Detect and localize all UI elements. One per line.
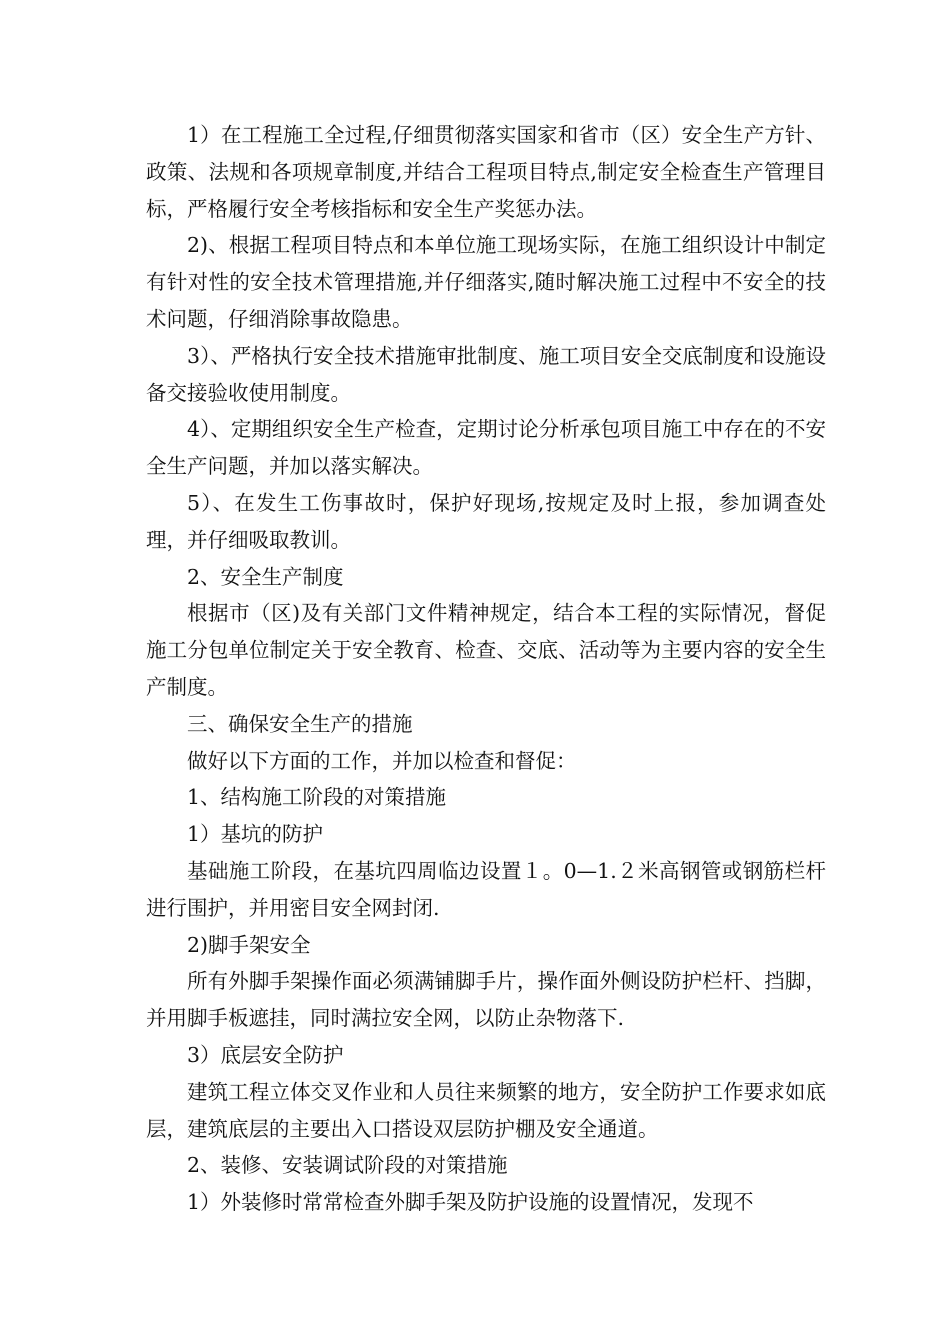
document-body xyxy=(146,117,826,1221)
paragraph-decoration-1: 1）外装修时常常检查外脚手架及防护设施的设置情况，发现不 xyxy=(187,1190,754,1215)
section-heading-safety-system: 2、安全生产制度 xyxy=(187,564,344,589)
item-heading-scaffold: 2)脚手架安全 xyxy=(187,932,311,957)
item-heading-ground-floor: 3）底层安全防护 xyxy=(187,1042,344,1067)
section-heading-safety-measures: 三、确保安全生产的措施 xyxy=(187,711,413,736)
paragraph-responsibility-3: 3）、严格执行安全技术措施审批制度、施工项目安全交底制度和设施设备交接验收使用制度。 xyxy=(146,343,826,405)
paragraph-safety-system: 根据市（区)及有关部门文件精神规定，结合本工程的实际情况，督促施工分包单位制定关于安全教育、检查、交底、活动等为主要内容的安全生产制度。 xyxy=(146,601,826,699)
paragraph-responsibility-5: 5）、在发生工伤事故时，保护好现场,按规定及时上报，参加调查处理，并仔细吸取教训。 xyxy=(146,490,826,552)
paragraph-responsibility-4: 4）、定期组织安全生产检查，定期讨论分析承包项目施工中存在的不安全生产问题，并加以落实解决。 xyxy=(146,417,826,479)
item-heading-foundation-pit: 1）基坑的防护 xyxy=(187,822,324,847)
paragraph-ground-floor: 建筑工程立体交叉作业和人员往来频繁的地方，安全防护工作要求如底层，建筑底层的主要出入口搭设双层防护棚及安全通道。 xyxy=(146,1079,826,1141)
paragraph-measures-intro: 做好以下方面的工作，并加以检查和督促： xyxy=(187,748,577,773)
paragraph-foundation-pit: 基础施工阶段，在基坑四周临边设置１。0—1.２米高钢管或钢筋栏杆进行围护，并用密目安全网封闭. xyxy=(146,858,826,920)
paragraph-responsibility-2: 2)、根据工程项目特点和本单位施工现场实际，在施工组织设计中制定有针对性的安全技术管理措施,并仔细落实,随时解决施工过程中不安全的技术问题，仔细消除事故隐患。 xyxy=(146,233,826,331)
paragraph-responsibility-1: 1）在工程施工全过程,仔细贯彻落实国家和省市（区）安全生产方针、政策、法规和各项规章制度,并结合工程项目特点,制定安全检查生产管理目标，严格履行安全考核指标和安全生产奖惩办法。 xyxy=(146,123,826,221)
subsection-heading-structure-stage: 1、结构施工阶段的对策措施 xyxy=(187,785,447,810)
subsection-heading-decoration-stage: 2、装修、安装调试阶段的对策措施 xyxy=(187,1153,508,1178)
paragraph-scaffold: 所有外脚手架操作面必须满铺脚手片，操作面外侧设防护栏杆、挡脚，并用脚手板遮挂，同时满拉安全网，以防止杂物落下. xyxy=(146,969,826,1031)
